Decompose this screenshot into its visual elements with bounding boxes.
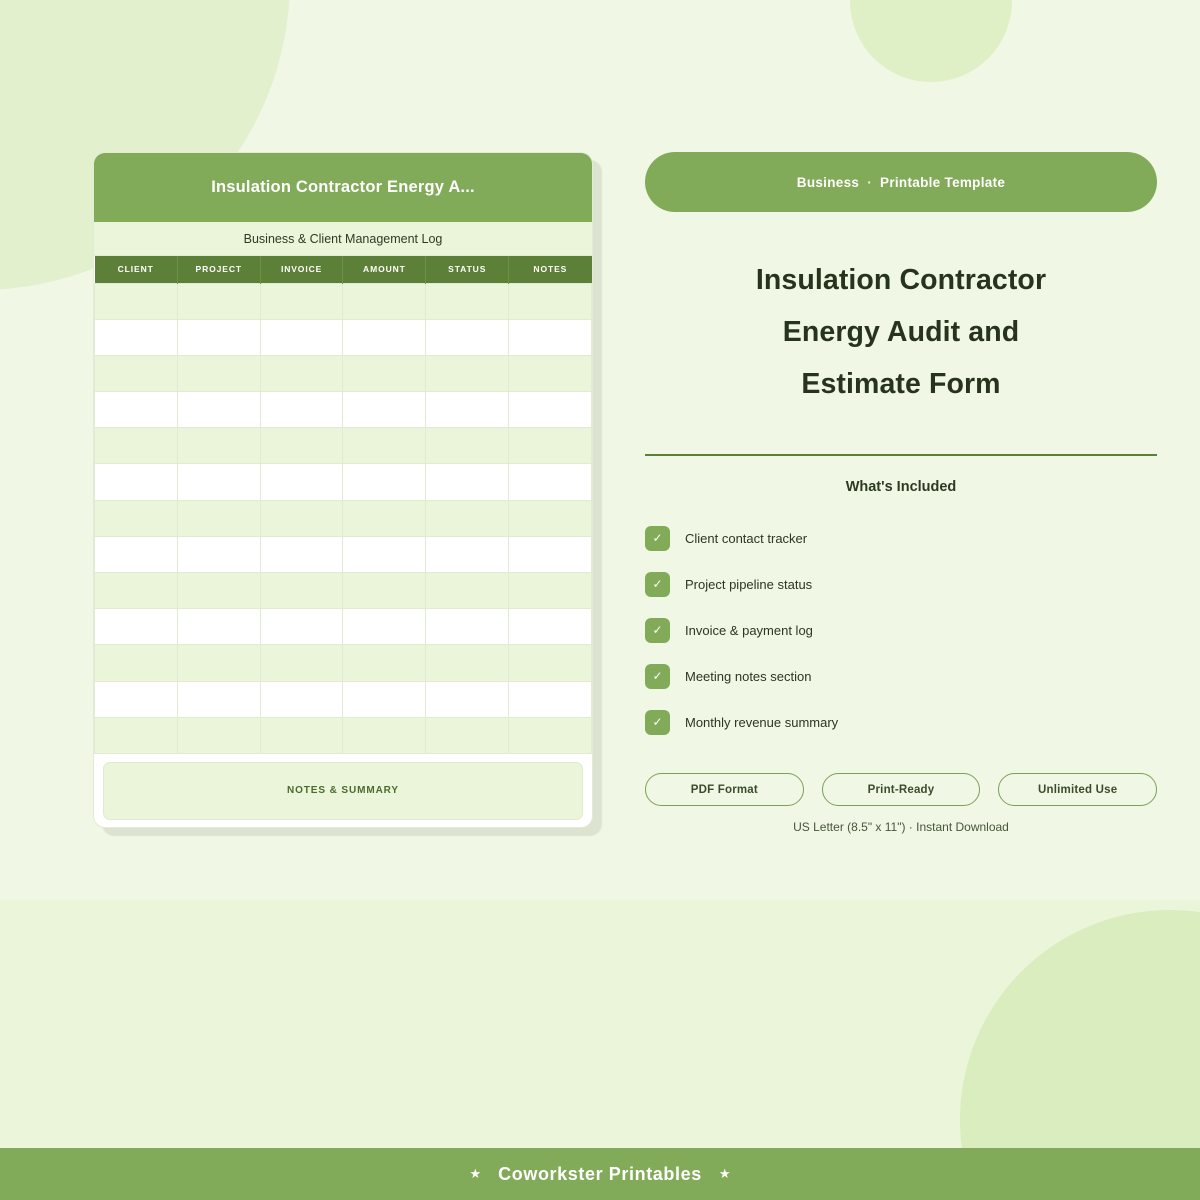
table-cell[interactable] [177, 609, 260, 645]
table-cell[interactable] [343, 355, 426, 391]
table-row[interactable] [95, 681, 592, 717]
table-row[interactable] [95, 609, 592, 645]
preview-subtitle: Business & Client Management Log [94, 222, 592, 256]
table-row[interactable] [95, 355, 592, 391]
table-cell[interactable] [95, 681, 178, 717]
table-cell[interactable] [260, 319, 343, 355]
column-header-project: PROJECT [177, 256, 260, 283]
table-cell[interactable] [426, 355, 509, 391]
table-cell[interactable] [509, 428, 592, 464]
list-item [645, 561, 1157, 607]
table-cell[interactable] [260, 392, 343, 428]
table-cell[interactable] [343, 428, 426, 464]
check-icon: ✓ [645, 572, 670, 597]
table-cell[interactable] [260, 283, 343, 319]
check-icon: ✓ [645, 710, 670, 735]
table-cell[interactable] [177, 536, 260, 572]
table-cell[interactable] [177, 283, 260, 319]
table-cell[interactable] [95, 464, 178, 500]
tag-pdf-format[interactable]: PDF Format [645, 773, 804, 806]
check-icon: ✓ [645, 618, 670, 643]
page-title-line-2: Energy Audit and [782, 316, 1020, 348]
table-cell[interactable] [95, 536, 178, 572]
table-cell[interactable] [95, 428, 178, 464]
table-cell[interactable] [509, 392, 592, 428]
table-cell[interactable] [426, 500, 509, 536]
table-cell[interactable] [177, 464, 260, 500]
table-cell[interactable] [509, 573, 592, 609]
table-cell[interactable] [343, 609, 426, 645]
whats-included-heading: What's Included [845, 479, 957, 495]
table-cell[interactable] [426, 536, 509, 572]
table-row[interactable] [95, 392, 592, 428]
product-meta: US Letter (8.5" x 11") · Instant Download [793, 820, 1009, 834]
badge-type: Printable Template [880, 174, 1006, 190]
table-cell[interactable] [509, 536, 592, 572]
table-cell[interactable] [95, 283, 178, 319]
table-cell[interactable] [426, 319, 509, 355]
table-cell[interactable] [177, 319, 260, 355]
page-title [645, 254, 1157, 410]
footer-brand: Coworkster Printables [498, 1163, 702, 1184]
table-cell[interactable] [260, 428, 343, 464]
table-cell[interactable] [177, 500, 260, 536]
column-header-notes: NOTES [509, 256, 592, 283]
page-title-line-3: Estimate Form [801, 368, 1001, 400]
table-cell[interactable] [343, 464, 426, 500]
table-cell[interactable] [95, 609, 178, 645]
table-cell[interactable] [426, 681, 509, 717]
table-cell[interactable] [426, 392, 509, 428]
features-list [645, 515, 1157, 745]
table-cell[interactable] [260, 355, 343, 391]
table-cell[interactable] [260, 681, 343, 717]
log-table [94, 256, 592, 754]
table-cell[interactable] [509, 645, 592, 681]
table-cell[interactable] [343, 319, 426, 355]
notes-summary-box [103, 762, 583, 820]
section-divider [645, 454, 1157, 456]
table-row[interactable] [95, 500, 592, 536]
tag-unlimited-use[interactable]: Unlimited Use [998, 773, 1157, 806]
table-cell[interactable] [260, 500, 343, 536]
page-title-line-1: Insulation Contractor [755, 264, 1047, 296]
table-cell[interactable] [177, 392, 260, 428]
table-cell[interactable] [343, 717, 426, 753]
table-cell[interactable] [177, 355, 260, 391]
table-row[interactable] [95, 319, 592, 355]
table-cell[interactable] [343, 573, 426, 609]
table-row[interactable] [95, 536, 592, 572]
preview-header [94, 153, 592, 222]
column-header-client: CLIENT [95, 256, 178, 283]
notes-summary-label: NOTES & SUMMARY [286, 785, 400, 797]
column-header-status: STATUS [426, 256, 509, 283]
table-cell[interactable] [426, 283, 509, 319]
table-row[interactable] [95, 464, 592, 500]
table-row[interactable] [95, 283, 592, 319]
table-cell[interactable] [260, 609, 343, 645]
table-cell[interactable] [509, 500, 592, 536]
star-icon: ★ [718, 1166, 731, 1181]
column-header-amount: AMOUNT [343, 256, 426, 283]
table-cell[interactable] [343, 681, 426, 717]
table-cell[interactable] [343, 536, 426, 572]
feature-label: Client contact tracker [685, 530, 808, 546]
category-badge [645, 152, 1157, 212]
product-info-column [645, 152, 1157, 834]
table-cell[interactable] [260, 536, 343, 572]
table-cell[interactable] [95, 355, 178, 391]
printable-preview-card[interactable] [93, 152, 593, 828]
table-cell[interactable] [95, 500, 178, 536]
table-cell[interactable] [343, 500, 426, 536]
table-cell[interactable] [177, 428, 260, 464]
check-icon: ✓ [645, 526, 670, 551]
table-cell[interactable] [509, 464, 592, 500]
table-row[interactable] [95, 428, 592, 464]
check-icon: ✓ [645, 664, 670, 689]
table-cell[interactable] [177, 717, 260, 753]
feature-label: Meeting notes section [685, 668, 812, 684]
table-row[interactable] [95, 717, 592, 753]
table-cell[interactable] [177, 573, 260, 609]
table-cell[interactable] [260, 645, 343, 681]
table-cell[interactable] [95, 717, 178, 753]
table-cell[interactable] [343, 392, 426, 428]
table-cell[interactable] [509, 319, 592, 355]
table-cell[interactable] [426, 717, 509, 753]
badge-category: Business [796, 174, 860, 190]
badge-separator: · [867, 174, 873, 190]
table-body [95, 283, 592, 753]
feature-label: Project pipeline status [685, 576, 813, 592]
table-cell[interactable] [95, 319, 178, 355]
feature-label: Monthly revenue summary [685, 714, 839, 730]
feature-label: Invoice & payment log [685, 622, 813, 638]
table-cell[interactable] [95, 392, 178, 428]
table-cell[interactable] [177, 645, 260, 681]
list-item [645, 607, 1157, 653]
table-cell[interactable] [95, 645, 178, 681]
table-cell[interactable] [343, 645, 426, 681]
table-cell[interactable] [260, 717, 343, 753]
table-cell[interactable] [509, 681, 592, 717]
footer-bar [0, 1148, 1200, 1200]
table-cell[interactable] [426, 573, 509, 609]
table-cell[interactable] [509, 717, 592, 753]
table-cell[interactable] [260, 464, 343, 500]
table-cell[interactable] [509, 609, 592, 645]
table-cell[interactable] [426, 428, 509, 464]
table-cell[interactable] [260, 573, 343, 609]
list-item [645, 699, 1157, 745]
list-item [645, 653, 1157, 699]
tag-row [645, 773, 1157, 806]
table-cell[interactable] [343, 283, 426, 319]
preview-header-title: Insulation Contractor Energy A... [211, 178, 475, 196]
column-header-invoice: INVOICE [260, 256, 343, 283]
table-cell[interactable] [177, 681, 260, 717]
table-cell[interactable] [509, 355, 592, 391]
star-icon: ★ [469, 1166, 482, 1181]
table-cell[interactable] [509, 283, 592, 319]
list-item [645, 515, 1157, 561]
tag-print-ready[interactable]: Print-Ready [822, 773, 981, 806]
table-cell[interactable] [426, 464, 509, 500]
table-cell[interactable] [95, 573, 178, 609]
table-row[interactable] [95, 573, 592, 609]
table-cell[interactable] [426, 609, 509, 645]
table-cell[interactable] [426, 645, 509, 681]
table-row[interactable] [95, 645, 592, 681]
table-header-row [95, 256, 592, 283]
